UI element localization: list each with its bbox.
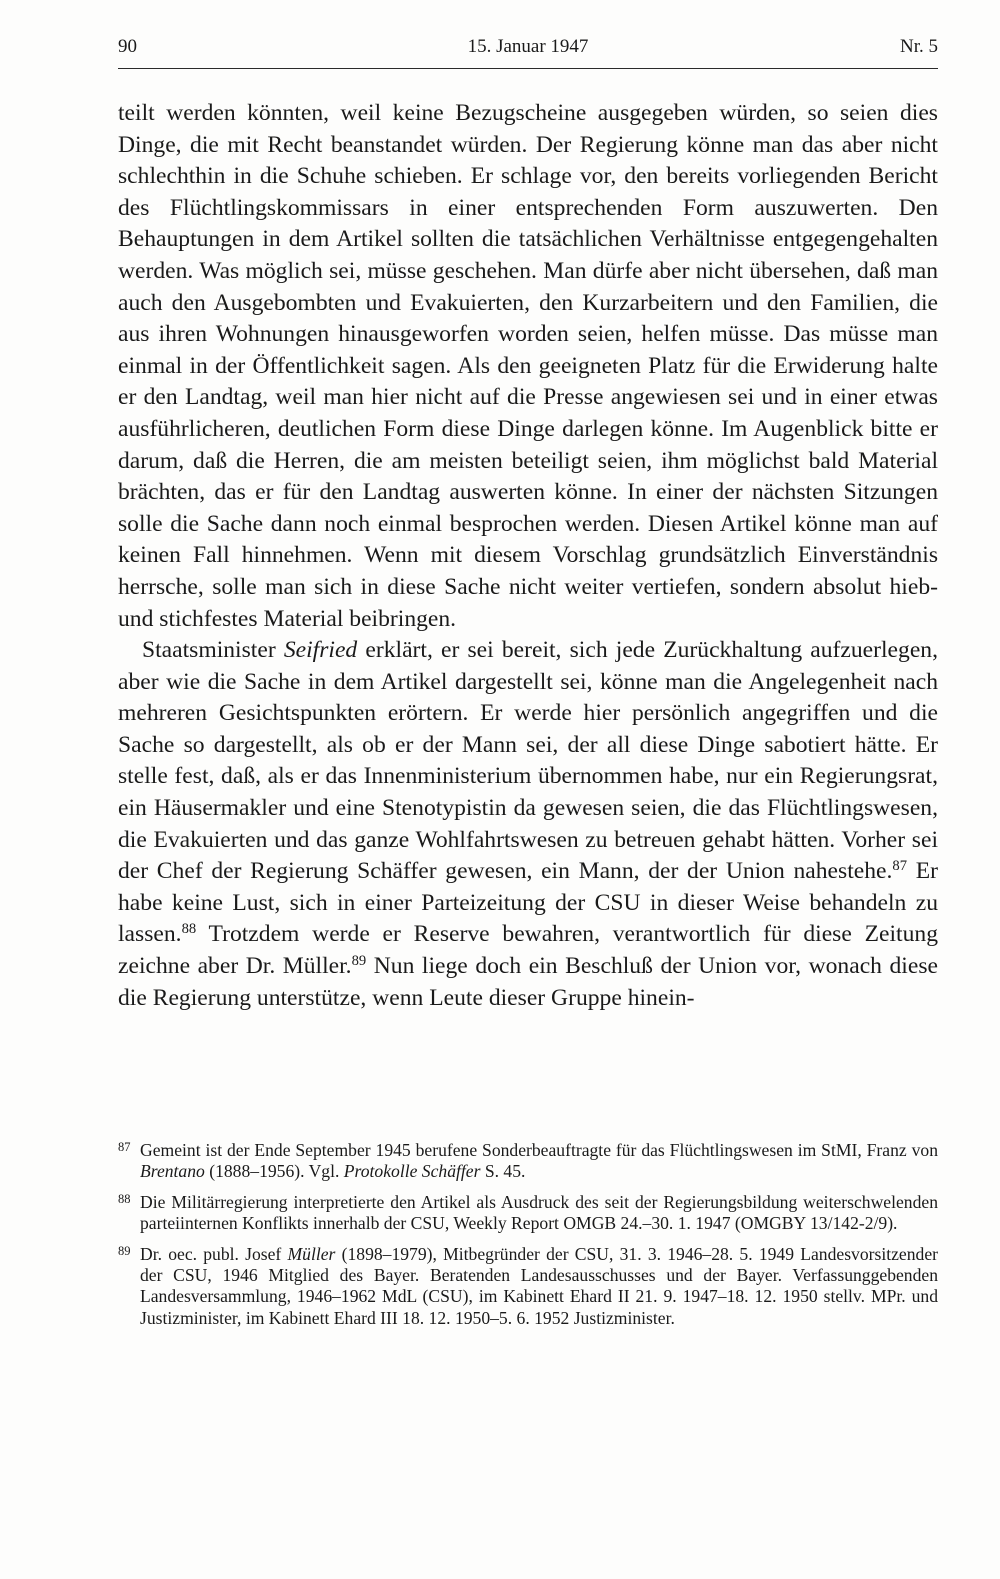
footnote-number: 88 xyxy=(118,1191,131,1206)
footnote-87 xyxy=(118,1140,938,1183)
footnote-88 xyxy=(118,1192,938,1235)
footnote-text: Dr. oec. publ. Josef xyxy=(140,1243,288,1264)
footnote-name-brentano: Brentano xyxy=(140,1161,205,1182)
paragraph-2-part3: Trotzdem werde er Reserve bewahren, verantwortlich für diese Zeitung zeichne aber Dr. Müller. xyxy=(118,921,938,980)
page-number: 90 xyxy=(118,36,137,57)
person-name-seifried: Seifried xyxy=(283,637,358,664)
footnote-89 xyxy=(118,1244,938,1330)
footnote-name-mueller: Müller xyxy=(287,1243,336,1264)
footnote-text: (1888–1956). Vgl. xyxy=(204,1161,344,1182)
header-date: 15. Januar 1947 xyxy=(467,36,589,57)
paragraph-2-part1: erklärt, er sei bereit, sich jede Zurückhaltung aufzuerlegen, aber wie die Sache in dem Artikel dargestellt sei, könne man die Angelegenheit nach mehreren Gesichtspunkten erörtern. Er werde hier persönlich angegriffen und die Sache so dargestellt, als ob er der Mann sei, der all diese Dinge sabotiert hätte. Er stelle fest, daß, als er das Innenministerium übernommen habe, nur ein Regierungsrat, ein Häusermakler und eine Stenotypistin da gewesen seien, die das Flüchtlingswesen, die Evakuierten und das ganze Wohlfahrtswesen zu betreuen gehabt hätten. Vorher sei der Chef der Regierung Schäffer gewesen, ein Mann, der der Union nahestehe. xyxy=(118,637,938,885)
footnote-text: Gemeint ist der Ende September 1945 berufene Sonderbeauftragte für das Flüchtlingswesen im StMI, Franz von xyxy=(140,1140,938,1160)
footnote-text: Die Militärregierung interpretierte den Artikel als Ausdruck des seit der Regierungsbildung weiterschwelenden parteiinternen Konflikts innerhalb der CSU, Weekly Report OMGB 24.–30. 1. 1947 (OMGBY 13/142-2/9). xyxy=(140,1191,938,1234)
footnotes xyxy=(118,1140,938,1338)
footnote-ref-88[interactable]: 88 xyxy=(181,921,197,938)
paragraph-1: teilt werden könnten, weil keine Bezugscheine ausgegeben würden, so seien dies Dinge, die mit Recht beanstandet würden. Der Regierung könne man das aber nicht schlechthin in die Schuhe schieben. Er schlage vor, den bereits vorliegenden Bericht des Flüchtlingskommissars in einer entsprechenden Form auszuwerten. Den Behauptungen in dem Artikel sollten die tatsächlichen Verhältnisse entgegengehalten werden. Was möglich sei, müsse geschehen. Man dürfe aber nicht übersehen, daß man auch den Ausgebombten und Evakuierten, den Kurzarbeitern und den Familien, die aus ihren Wohnungen hinausgeworfen worden seien, helfen müsse. Das müsse man einmal in der Öffentlichkeit sagen. Als den geeigneten Platz für die Erwiderung halte er den Landtag, weil man hier nicht auf die Presse angewiesen sei und in einer etwas ausführlicheren, deutlichen Form diese Dinge darlegen könne. Im Augenblick bitte er darum, daß die Herren, die am meisten beteiligt seien, ihm möglichst bald Material brächten, das er für den Landtag auswerten könne. In einer der nächsten Sitzungen solle die Sache dann noch einmal besprochen werden. Diesen Artikel könne man auf keinen Fall hinnehmen. Wenn mit diesem Vorschlag grundsätzlich Einverständnis herrsche, solle man sich in diese Sache nicht weiter vertiefen, sondern absolut hieb- und stichfestes Material beibringen. xyxy=(118,100,938,632)
paragraph-2 xyxy=(118,635,938,1014)
footnote-source-title: Protokolle Schäffer xyxy=(343,1161,481,1182)
paragraph-2-lead: Staatsminister xyxy=(142,637,284,664)
footnote-text: (1898–1979), Mitbegründer der CSU, 31. 3. 1946–28. 5. 1949 Landesvorsitzender der CSU, 1946 Mitglied des Bayer. Beratenden Landesausschusses und der Bayer. Verfassunggebenden Landesversammlung, 1946–1962 MdL (CSU), im Kabinett Ehard II 21. 9. 1947–18. 12. 1950 stellv. MPr. und Justizminister, im Kabinett Ehard III 18. 12. 1950–5. 6. 1952 Justizminister. xyxy=(140,1243,938,1328)
page-header xyxy=(118,34,938,69)
header-issue-number: Nr. 5 xyxy=(900,36,938,57)
footnote-number: 87 xyxy=(118,1140,131,1154)
footnote-number: 89 xyxy=(118,1243,131,1258)
footnote-ref-89[interactable]: 89 xyxy=(351,952,367,969)
main-text xyxy=(118,98,938,1014)
paragraph-2-part4: Nun liege doch ein Beschluß der Union vor, wonach diese die Regierung unterstütze, wenn Leute dieser Gruppe hinein- xyxy=(118,953,938,1011)
footnote-text: S. 45. xyxy=(480,1161,526,1182)
paragraph-2-part2: Er habe keine Lust, sich in einer Parteizeitung der CSU in dieser Weise behandeln zu lassen. xyxy=(118,858,938,948)
footnote-ref-87[interactable]: 87 xyxy=(892,858,908,875)
